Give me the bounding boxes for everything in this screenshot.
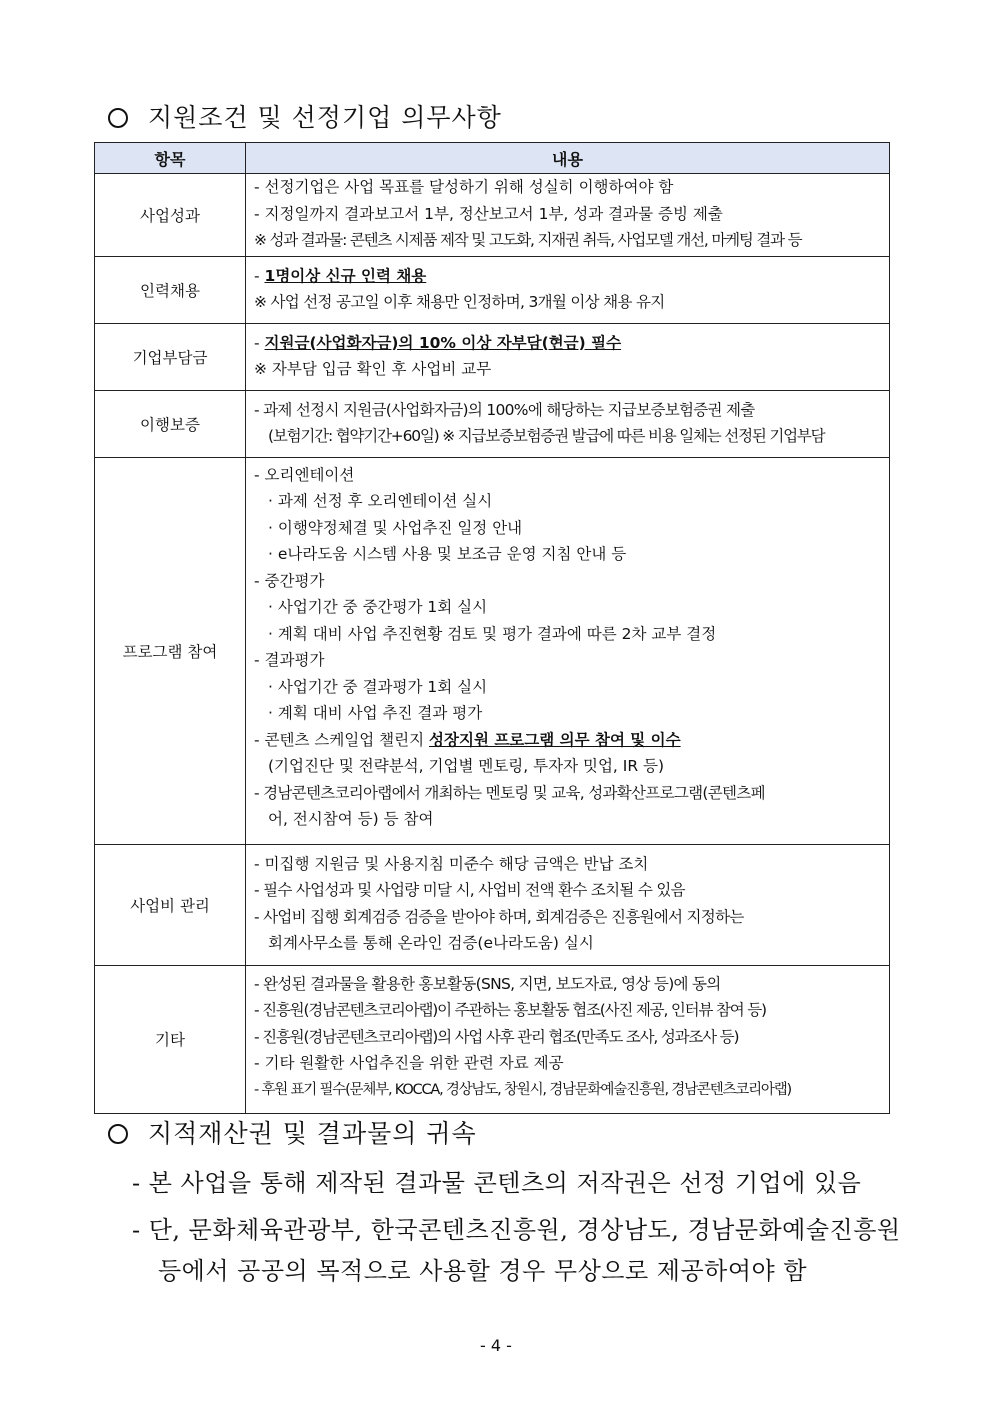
- row-label: 기업부담금: [95, 323, 246, 390]
- row-label: 사업성과: [95, 174, 246, 257]
- row-label: 프로그램 참여: [95, 457, 246, 844]
- table-row: [95, 457, 890, 844]
- section-heading-ip-rights: [108, 1114, 477, 1150]
- content-line: ※ 자부담 입금 확인 후 사업비 교무: [254, 360, 492, 378]
- content-line: · 계획 대비 사업 추진현황 검토 및 평가 결과에 따른 2차 교부 결정: [268, 624, 717, 643]
- line-text: - 콘텐츠 스케일업 챌린지: [254, 730, 430, 749]
- table-row: [95, 390, 890, 457]
- row-label: 기타: [95, 965, 246, 1113]
- content-line: 회계사무소를 통해 온라인 검증(e나라도움) 실시: [268, 934, 594, 952]
- content-line: - 지정일까지 결과보고서 1부, 정산보고서 1부, 성과 결과물 증빙 제출: [254, 204, 723, 223]
- emphasis-text: 지원금(사업화자금)의 10% 이상 자부담(현금) 필수: [264, 333, 622, 352]
- content-line: · 계획 대비 사업 추진 결과 평가: [268, 704, 483, 722]
- content-line: - 사업비 집행 회계검증 검증을 받아야 하며, 회계검증은 진흥원에서 지정하는: [254, 907, 744, 926]
- content-line: - 진흥원(경남콘텐츠코리아랩)이 주관하는 홍보활동 협조(사진 제공, 인터뷰 참여 등): [254, 1001, 766, 1019]
- circle-bullet-icon: [108, 1124, 128, 1144]
- page-number: - 4 -: [480, 1336, 512, 1355]
- section-heading-text: 지원조건 및 선정기업 의무사항: [148, 103, 502, 132]
- content-line: ※ 사업 선정 공고일 이후 채용만 인정하며, 3개월 이상 채용 유지: [254, 293, 665, 311]
- row-content: [246, 323, 890, 390]
- conditions-table: [94, 142, 890, 1114]
- table-row: [95, 965, 890, 1113]
- content-line: · 과제 선정 후 오리엔테이션 실시: [268, 492, 493, 510]
- content-line: 어, 전시참여 등) 등 참여: [268, 810, 434, 828]
- content-line: - 경남콘텐츠코리아랩에서 개최하는 멘토링 및 교육, 성과확산프로그램(콘텐츠페: [254, 783, 765, 802]
- header-item: 항목: [95, 143, 246, 174]
- ip-paragraph-1: - 본 사업을 통해 제작된 결과물 콘텐츠의 저작권은 선정 기업에 있음: [132, 1169, 862, 1197]
- row-content: [246, 174, 890, 257]
- circle-bullet-icon: [108, 108, 128, 128]
- content-line: - 미집행 지원금 및 사용지침 미준수 해당 금액은 반납 조치: [254, 854, 649, 873]
- section-heading-text: 지적재산권 및 결과물의 귀속: [148, 1119, 477, 1148]
- row-label: 사업비 관리: [95, 844, 246, 965]
- content-line: - 후원 표기 필수(문체부, KOCCA, 경상남도, 창원시, 경남문화예술진흥원, 경남콘텐츠코리아랩): [254, 1081, 791, 1098]
- content-line: - 진흥원(경남콘텐츠코리아랩)의 사업 사후 관리 협조(만족도 조사, 성과조사 등): [254, 1027, 739, 1046]
- content-line: - 오리엔테이션: [254, 465, 355, 484]
- row-content: [246, 457, 890, 844]
- row-content: [246, 844, 890, 965]
- content-line: · e나라도움 시스템 사용 및 보조금 운영 지침 안내 등: [268, 545, 627, 563]
- row-label: 인력채용: [95, 256, 246, 323]
- content-line: - 중간평가: [254, 571, 325, 590]
- table-header-row: [95, 143, 890, 174]
- content-line: - 과제 선정시 지원금(사업화자금)의 100%에 해당하는 지급보증보험증권 제출: [254, 400, 755, 419]
- content-line: (보험기간: 협약기간+60일) ※ 지급보증보험증권 발급에 따른 비용 일체는 선정된 기업부담: [268, 427, 825, 445]
- row-content: [246, 965, 890, 1113]
- dash-prefix: -: [254, 266, 265, 285]
- row-content: [246, 390, 890, 457]
- content-line: - 기타 원활한 사업추진을 위한 관련 자료 제공: [254, 1054, 564, 1072]
- emphasis-text: 1명이상 신규 인력 채용: [264, 266, 427, 285]
- content-line: [254, 727, 889, 754]
- ip-paragraph-2: - 단, 문화체육관광부, 한국콘텐츠진흥원, 경상남도, 경남문화예술진흥원: [132, 1216, 901, 1244]
- dash-prefix: -: [254, 333, 265, 352]
- ip-paragraph-2-cont: 등에서 공공의 목적으로 사용할 경우 무상으로 제공하여야 함: [158, 1257, 808, 1285]
- table-row: [95, 323, 890, 390]
- section-heading-support-conditions: [108, 98, 502, 134]
- content-line: [254, 263, 889, 290]
- header-content: 내용: [246, 143, 890, 174]
- row-content: [246, 256, 890, 323]
- content-line: · 사업기간 중 결과평가 1회 실시: [268, 677, 488, 696]
- table-row: [95, 174, 890, 257]
- row-label: 이행보증: [95, 390, 246, 457]
- emphasis-text: 성장지원 프로그램 의무 참여 및 이수: [429, 730, 681, 749]
- table-row: [95, 256, 890, 323]
- content-line: [254, 330, 889, 357]
- content-line: (기업진단 및 전략분석, 기업별 멘토링, 투자자 밋업, IR 등): [268, 757, 665, 775]
- table-row: [95, 844, 890, 965]
- content-line: · 이행약정체결 및 사업추진 일정 안내: [268, 518, 523, 537]
- content-line: - 선정기업은 사업 목표를 달성하기 위해 성실히 이행하여야 함: [254, 178, 674, 196]
- content-line: · 사업기간 중 중간평가 1회 실시: [268, 598, 488, 616]
- content-line: - 필수 사업성과 및 사업량 미달 시, 사업비 전액 환수 조치될 수 있음: [254, 881, 685, 899]
- content-line: - 완성된 결과물을 활용한 홍보활동(SNS, 지면, 보도자료, 영상 등)에 동의: [254, 974, 721, 993]
- content-line: ※ 성과 결과물: 콘텐츠 시제품 제작 및 고도화, 지재권 취득, 사업모델 개선, 마케팅 결과 등: [254, 231, 802, 249]
- content-line: - 결과평가: [254, 651, 325, 669]
